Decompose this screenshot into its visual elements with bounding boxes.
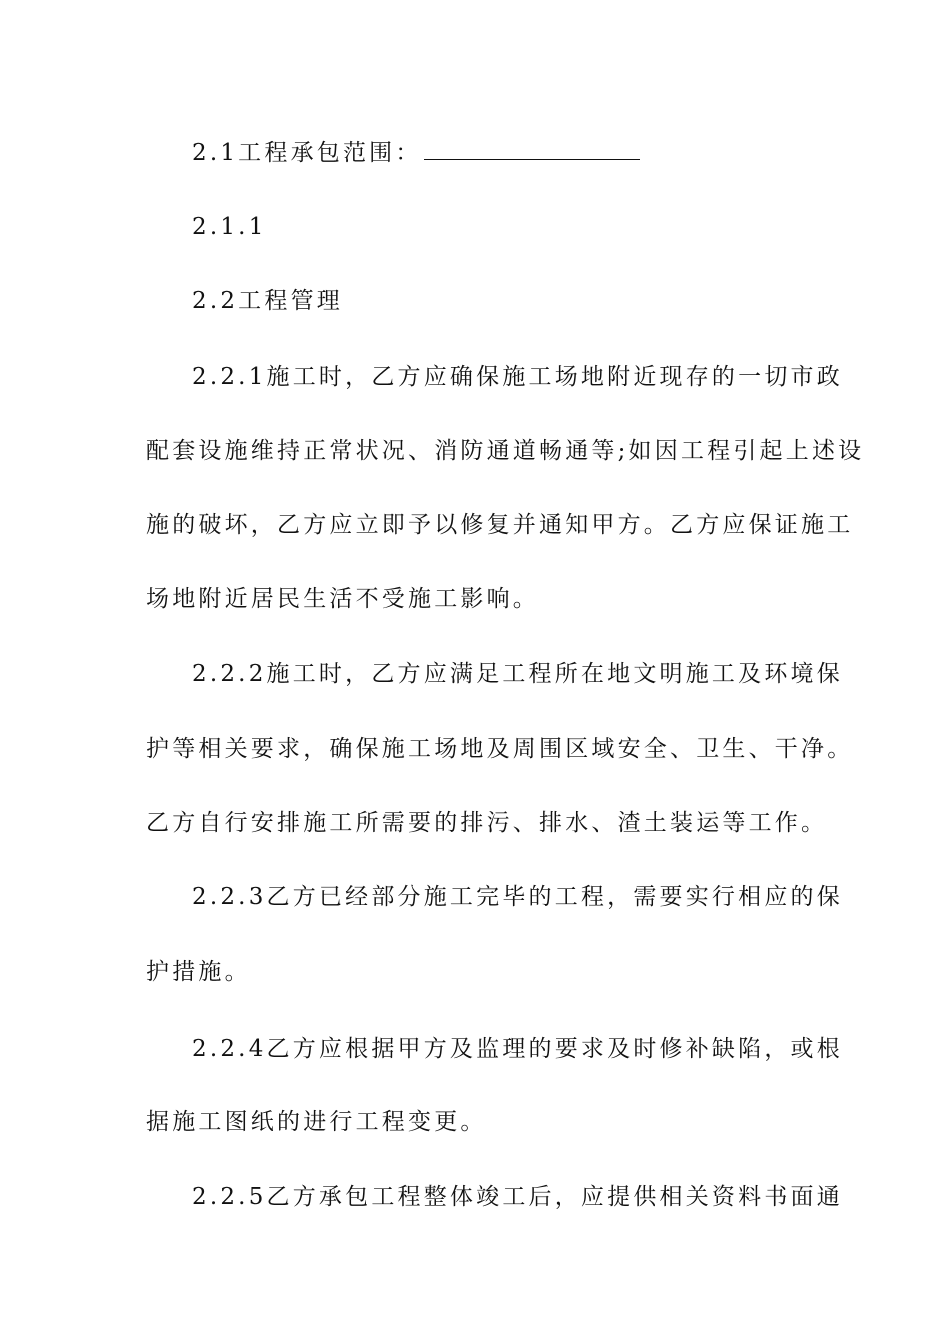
clause-2-2-3-line-2: 护措施。	[146, 959, 251, 985]
clause-2-2-4-line-2: 据施工图纸的进行工程变更。	[146, 1109, 487, 1135]
fill-in-blank	[424, 139, 640, 160]
clause-2-2-1-line-2: 配套设施维持正常状况、消防通道畅通等;如因工程引起上述设	[146, 438, 865, 464]
clause-2-2-1-line-1: 2.2.1施工时，乙方应确保施工场地附近现存的一切市政	[192, 364, 843, 390]
clause-2-2: 2.2工程管理	[192, 288, 343, 314]
clause-2-2-2-line-1: 2.2.2施工时，乙方应满足工程所在地文明施工及环境保	[192, 661, 843, 687]
clause-2-1-1: 2.1.1	[192, 214, 267, 240]
clause-2-1-text: 2.1工程承包范围：	[192, 140, 422, 166]
clause-2-1	[192, 138, 862, 168]
clause-2-2-2-line-3: 乙方自行安排施工所需要的排污、排水、渣土装运等工作。	[146, 810, 828, 836]
clause-2-2-2-line-2: 护等相关要求，确保施工场地及周围区域安全、卫生、干净。	[146, 736, 854, 762]
clause-2-2-1-line-3: 施的破坏，乙方应立即予以修复并通知甲方。乙方应保证施工	[146, 512, 854, 538]
clause-2-2-4-line-1: 2.2.4乙方应根据甲方及监理的要求及时修补缺陷，或根	[192, 1036, 843, 1062]
clause-2-2-5-line-1: 2.2.5乙方承包工程整体竣工后，应提供相关资料书面通	[192, 1184, 843, 1210]
clause-2-2-3-line-1: 2.2.3乙方已经部分施工完毕的工程，需要实行相应的保	[192, 884, 843, 910]
clause-2-2-1-line-4: 场地附近居民生活不受施工影响。	[146, 586, 539, 612]
